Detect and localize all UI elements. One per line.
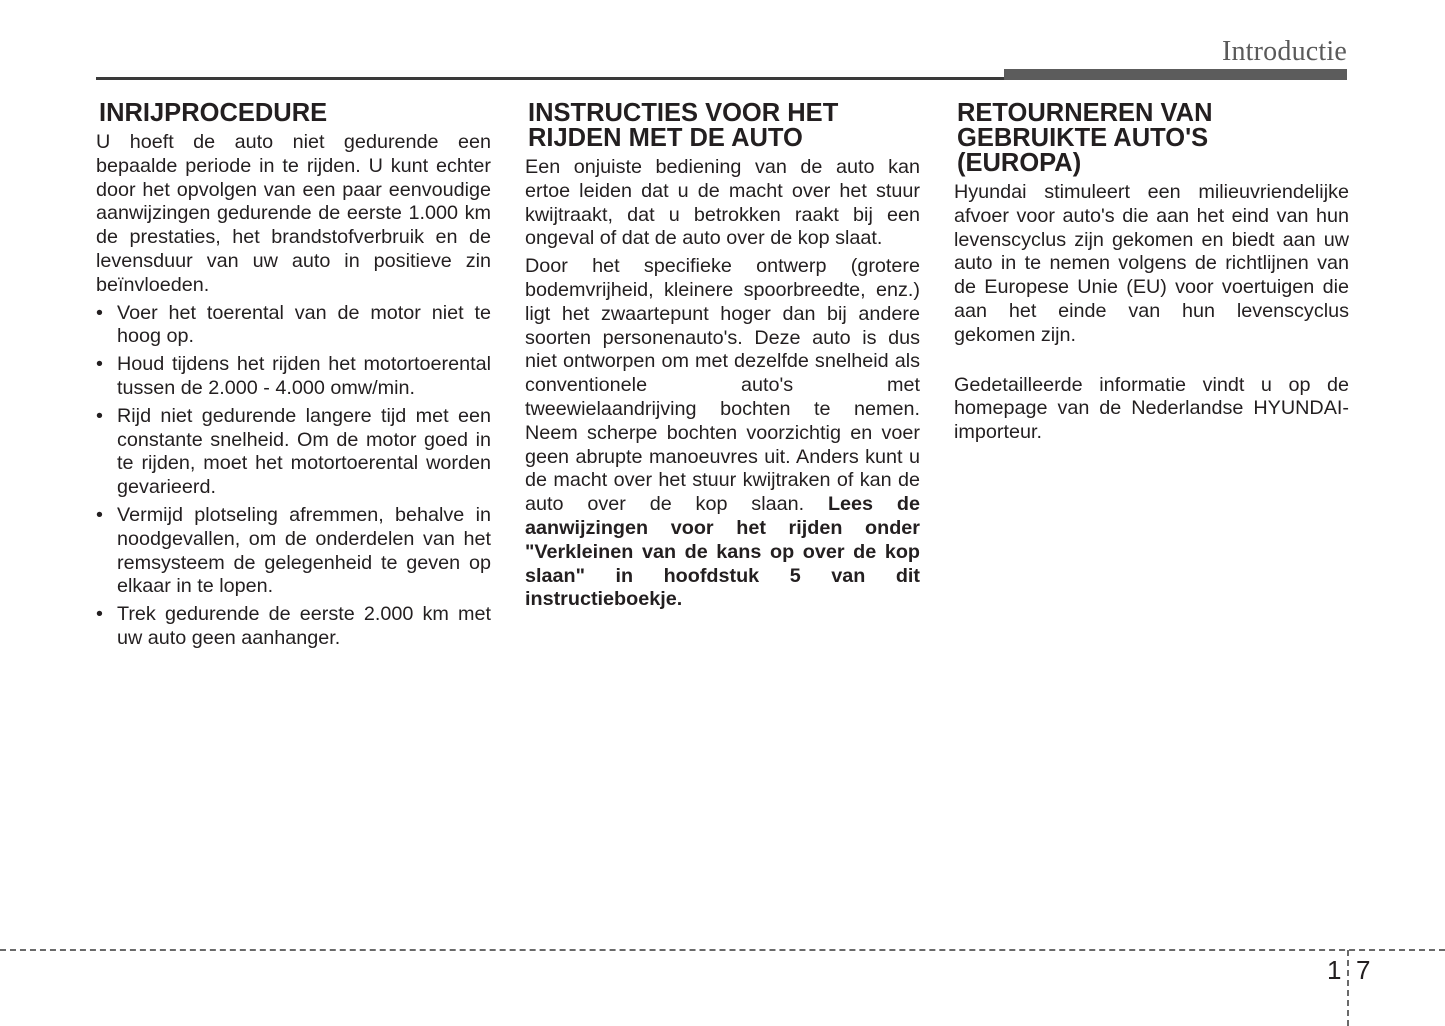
column-inrijprocedure — [96, 101, 491, 655]
heading-line: INSTRUCTIES VOOR HET — [528, 99, 839, 127]
heading-line: RETOURNEREN VAN — [957, 99, 1213, 127]
paragraph-instructies-1: Een onjuiste bediening van de auto kan ertoe leiden dat u de macht over het stuur kwijtraakt, dat u betrokken raakt bij een ongeval of dat de auto over de kop slaat. — [525, 156, 920, 250]
bullet-list-inrijprocedure — [96, 302, 491, 651]
heading-inrijprocedure: INRIJPROCEDURE — [99, 99, 328, 127]
bullet-item: • Vermijd plotseling afremmen, behalve in noodgevallen, om de onderdelen van het remsysteem de gelegenheid te geven op elkaar in te lopen. — [96, 504, 491, 599]
section-header: Introductie — [1221, 36, 1347, 67]
bullet-item: • Voer het toerental van de motor niet te hoog op. — [96, 302, 491, 350]
paragraph-retourneren-1: Hyundai stimuleert een milieuvriendelijke afvoer voor auto's die aan het eind van hun levenscyclus zijn gekomen en biedt aan uw auto in te nemen volgens de richtlijnen van de Europese Unie (EU) voor voertuigen die aan het einde van hun levenscyclus gekomen zijn. — [954, 181, 1349, 346]
chapter-number: 1 — [1327, 955, 1342, 985]
heading-instructies — [528, 101, 920, 151]
heading-line: RIJDEN MET DE AUTO — [528, 124, 803, 152]
heading-line: GEBRUIKTE AUTO'S — [957, 124, 1209, 152]
page-number: 7 — [1356, 955, 1371, 985]
heading-line: (EUROPA) — [957, 149, 1082, 177]
column-retourneren — [954, 101, 1349, 449]
paragraph-instructies-2 — [525, 255, 920, 612]
footer-dashed-rule — [0, 949, 1445, 951]
paragraph-inrijprocedure-intro: U hoeft de auto niet gedurende een bepaalde periode in te rijden. U kunt echter door het opvolgen van een paar eenvoudige aanwijzingen gedurende de eerste 1.000 km de prestaties, het brandstofverbruik en de levensduur van uw auto in positieve zin beïnvloeden. — [96, 131, 491, 296]
heading-retourneren — [957, 101, 1349, 176]
bullet-item: • Rijd niet gedurende langere tijd met een constante snelheid. Om de motor goed in te rijden, moet het motortoerental worden gevarieerd. — [96, 405, 491, 500]
paragraph-bold-reference: Lees de aanwijzingen voor het rijden onder "Verkleinen van de kans op over de kop slaan" in hoofdstuk 5 van dit instructieboekje. — [525, 493, 920, 611]
bullet-item: • Houd tijdens het rijden het motortoerental tussen de 2.000 - 4.000 omw/min. — [96, 353, 491, 401]
header-rule — [96, 77, 1006, 80]
bullet-item: • Trek gedurende de eerste 2.000 km met uw auto geen aanhanger. — [96, 603, 491, 651]
paragraph-retourneren-2: Gedetailleerde informatie vindt u op de homepage van de Nederlandse HYUNDAI-importeur. — [954, 373, 1349, 444]
column-instructies — [525, 101, 920, 616]
page-number-separator — [1347, 950, 1349, 1026]
paragraph-text: Door het specifieke ontwerp (grotere bodemvrijheid, kleinere spoorbreedte, enz.) ligt het zwaartepunt hoger dan bij andere soorten personenauto's. Deze auto is dus niet ontworpen om met dezelfde snelheid als conventionele auto's met tweewielaandrijving bochten te nemen. Neem scherpe bochten voorzichtig en voer geen abrupte manoeuvres uit. Anders kunt u de macht over het stuur kwijtraken of kan de auto over de kop slaan. — [525, 255, 920, 516]
header-rule-accent — [1004, 69, 1347, 80]
